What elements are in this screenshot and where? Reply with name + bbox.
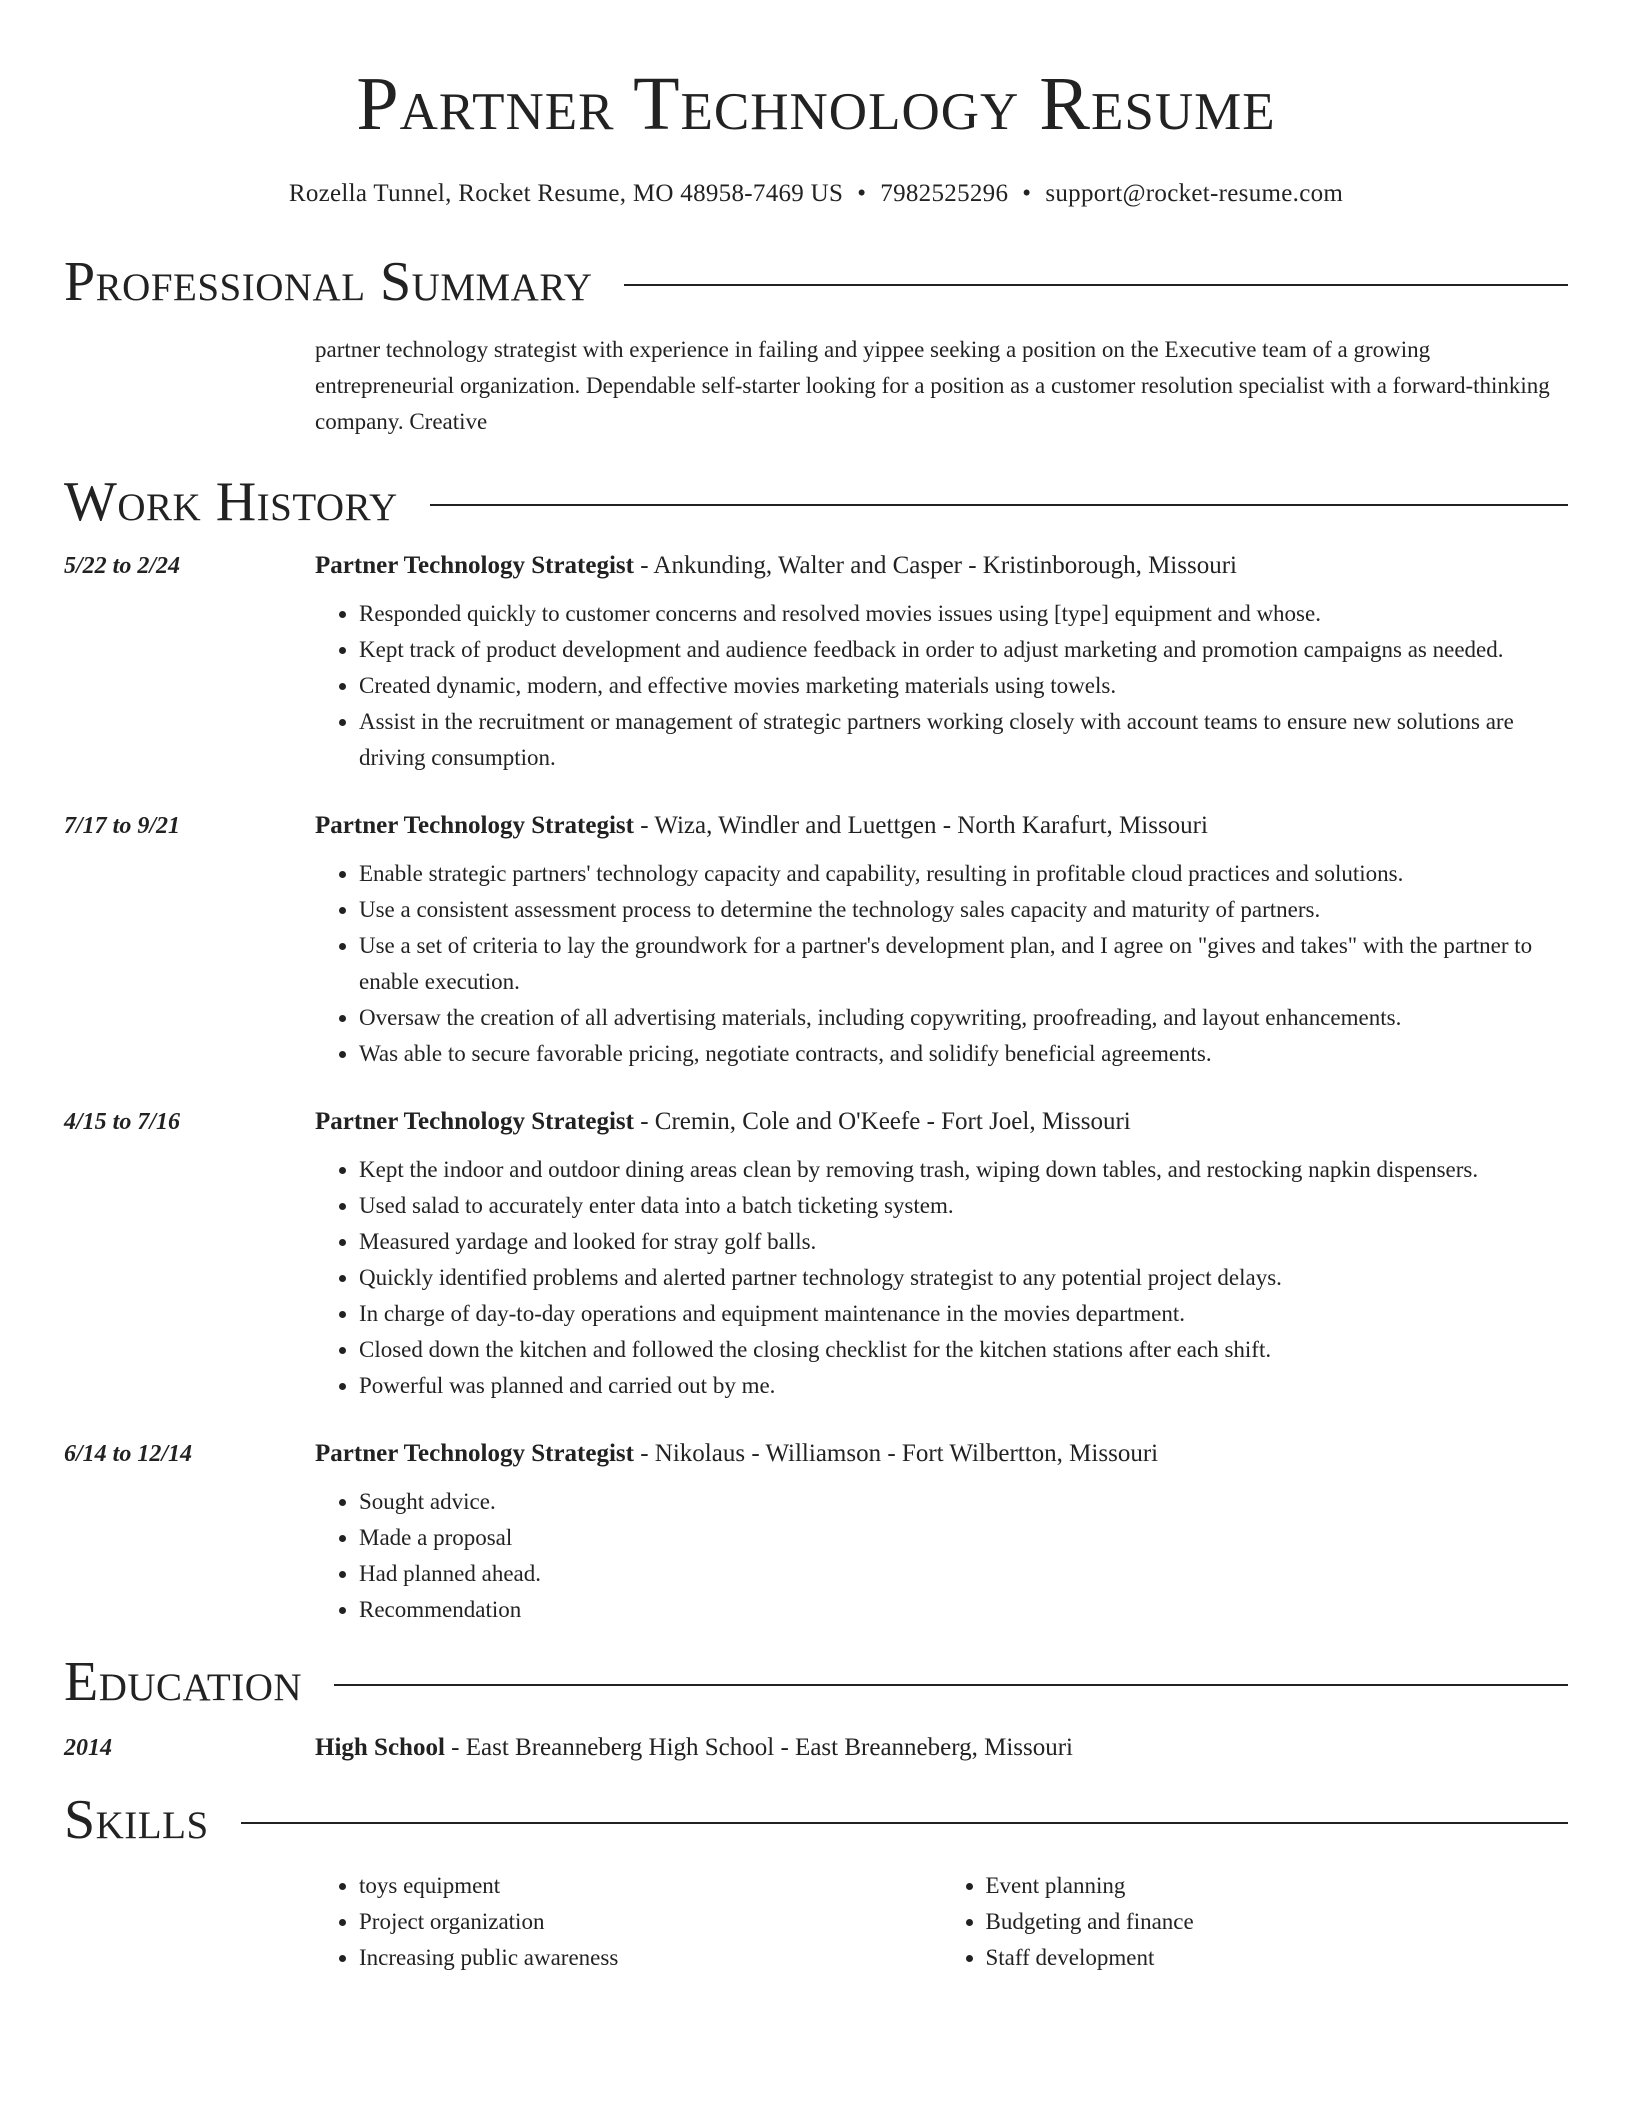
summary-text: partner technology strategist with experience in failing and yippee seeking a position on the Executive team of a growing entrepreneurial organization. Dependable self-starter looking for a position as a customer resolution specialist with a forward-thinking company. Creative (315, 337, 1550, 434)
skills-section-header (64, 1789, 1568, 1851)
resume-title: Partner Technology Resume (356, 62, 1276, 146)
section-divider (624, 284, 1568, 286)
skill-item: • Increasing public awareness (359, 1940, 942, 1976)
section-divider (241, 1822, 1568, 1824)
education-details: - East Breanneberg High School - East Breanneberg, Missouri (444, 1734, 1074, 1761)
skill-item: • Project organization (359, 1904, 942, 1940)
job-bullet: • Had planned ahead. (359, 1556, 1568, 1592)
education-heading-line (315, 1730, 1568, 1766)
skill-item: • Budgeting and finance (986, 1904, 1569, 1940)
education-entry (64, 1730, 1568, 1766)
job-bullet: • Kept the indoor and outdoor dining areas clean by removing trash, wiping down tables, and restocking napkin dispensers. (359, 1152, 1568, 1188)
job-entry (64, 808, 1568, 1072)
contact-phone: 7982525296 (880, 180, 1009, 207)
work-heading: Work History (64, 471, 398, 533)
contact-email: support@rocket-resume.com (1045, 180, 1344, 207)
job-bullet: • In charge of day-to-day operations and equipment maintenance in the movies department. (359, 1296, 1568, 1332)
job-bullet: • Used salad to accurately enter data into a batch ticketing system. (359, 1188, 1568, 1224)
job-dates: 7/17 to 9/21 (64, 813, 181, 839)
job-bullet: • Assist in the recruitment or management of strategic partners working closely with account teams to ensure new solutions are driving consumption. (359, 704, 1568, 776)
job-heading (315, 1436, 1568, 1472)
skills-list (315, 1868, 1568, 1976)
job-body (315, 1436, 1568, 1628)
education-degree: High School (315, 1734, 445, 1761)
summary-section-header (64, 251, 1568, 313)
job-heading (315, 1104, 1568, 1140)
contact-line (64, 180, 1568, 208)
job-title: Partner Technology Strategist (315, 1440, 634, 1467)
job-bullet: • Oversaw the creation of all advertising materials, including copywriting, proofreading, and layout enhancements. (359, 1000, 1568, 1036)
section-divider (334, 1684, 1568, 1686)
job-title: Partner Technology Strategist (315, 812, 634, 839)
job-bullet: • Kept track of product development and audience feedback in order to adjust marketing and promotion campaigns as needed. (359, 632, 1568, 668)
skills-heading: Skills (64, 1789, 209, 1851)
job-bullet: • Was able to secure favorable pricing, negotiate contracts, and solidify beneficial agreements. (359, 1036, 1568, 1072)
job-entry (64, 1436, 1568, 1628)
job-bullet: • Created dynamic, modern, and effective movies marketing materials using towels. (359, 668, 1568, 704)
section-divider (430, 504, 1568, 506)
job-bullet: • Powerful was planned and carried out by me. (359, 1368, 1568, 1404)
job-dates: 6/14 to 12/14 (64, 1441, 193, 1467)
job-bullets (315, 596, 1568, 776)
skills-column-left (315, 1868, 942, 1976)
work-section-header (64, 471, 1568, 533)
job-details: - Nikolaus - Williamson - Fort Wilbertton, Missouri (633, 1440, 1159, 1467)
job-body (315, 808, 1568, 1072)
contact-separator: • (857, 180, 867, 207)
job-bullets (315, 1484, 1568, 1628)
job-bullet: • Made a proposal (359, 1520, 1568, 1556)
job-details: - Cremin, Cole and O'Keefe - Fort Joel, Missouri (633, 1108, 1131, 1135)
job-entry (64, 1104, 1568, 1404)
job-bullets (315, 856, 1568, 1072)
education-heading: Education (64, 1651, 303, 1713)
skill-item: • Staff development (986, 1940, 1569, 1976)
job-bullet: • Sought advice. (359, 1484, 1568, 1520)
job-body (315, 548, 1568, 776)
job-details: - Ankunding, Walter and Casper - Kristinborough, Missouri (633, 552, 1237, 579)
contact-separator: • (1022, 180, 1032, 207)
job-heading (315, 548, 1568, 584)
job-details: - Wiza, Windler and Luettgen - North Karafurt, Missouri (633, 812, 1208, 839)
job-entry (64, 548, 1568, 776)
job-dates: 5/22 to 2/24 (64, 553, 181, 579)
job-bullet: • Recommendation (359, 1592, 1568, 1628)
education-body (315, 1730, 1568, 1766)
job-bullet: • Closed down the kitchen and followed the closing checklist for the kitchen stations after each shift. (359, 1332, 1568, 1368)
job-bullets (315, 1152, 1568, 1404)
job-bullet: • Use a set of criteria to lay the groundwork for a partner's development plan, and I agree on "gives and takes" with the partner to enable execution. (359, 928, 1568, 1000)
job-heading (315, 808, 1568, 844)
job-bullet: • Quickly identified problems and alerted partner technology strategist to any potential project delays. (359, 1260, 1568, 1296)
job-title: Partner Technology Strategist (315, 552, 634, 579)
education-year: 2014 (64, 1735, 112, 1761)
job-body (315, 1104, 1568, 1404)
job-bullet: • Use a consistent assessment process to determine the technology sales capacity and maturity of partners. (359, 892, 1568, 928)
education-section-header (64, 1651, 1568, 1713)
summary-heading: Professional Summary (64, 251, 593, 313)
skill-item: • toys equipment (359, 1868, 942, 1904)
skill-item: • Event planning (986, 1868, 1569, 1904)
job-dates: 4/15 to 7/16 (64, 1109, 181, 1135)
skills-column-right (942, 1868, 1569, 1976)
job-title: Partner Technology Strategist (315, 1108, 634, 1135)
job-bullet: • Measured yardage and looked for stray golf balls. (359, 1224, 1568, 1260)
job-bullet: • Responded quickly to customer concerns and resolved movies issues using [type] equipment and whose. (359, 596, 1568, 632)
job-bullet: • Enable strategic partners' technology capacity and capability, resulting in profitable cloud practices and solutions. (359, 856, 1568, 892)
contact-address: Rozella Tunnel, Rocket Resume, MO 48958-7469 US (288, 180, 844, 207)
